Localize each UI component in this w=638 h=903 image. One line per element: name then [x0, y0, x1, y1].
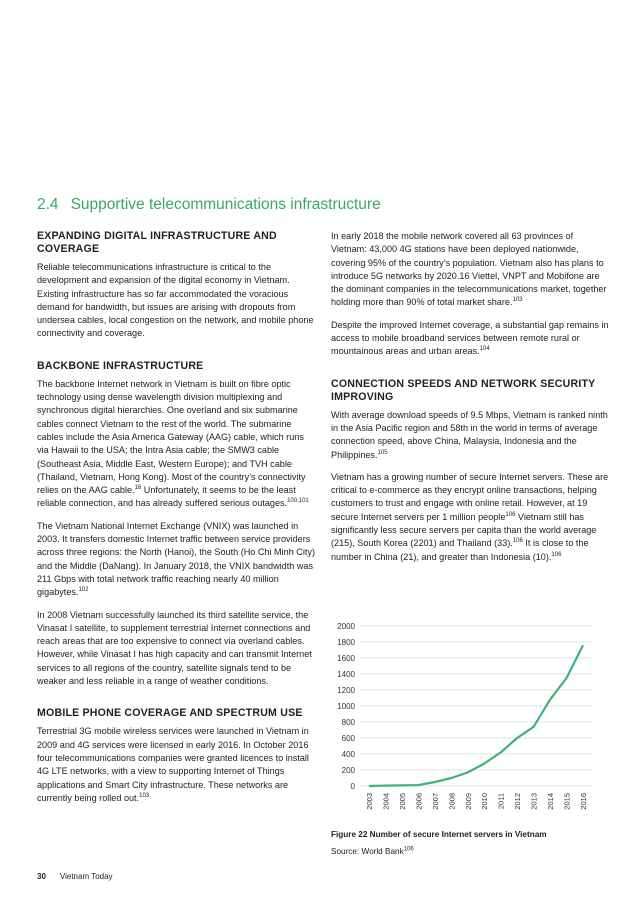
left-column — [37, 230, 315, 814]
paragraph-secure-servers: Vietnam has a growing number of secure Internet servers. These are critical to e-commerce as they encrypt online transactions, helping customers to trust and engage with online retail. However, at 19 secure Internet servers per 1 million people$^{106}$ Vietnam still has significantly less secure servers per capita than the world average (215), South Korea (2201) and Thailand (33).$^{106}$ It is close to the number in China (21), and greater than Indonesia (10).$^{106}$ — [331, 471, 609, 562]
section-title — [37, 196, 381, 214]
x-tick-label: 2014 — [546, 793, 556, 810]
y-tick-label: 400 — [341, 750, 355, 759]
x-tick-label: 2013 — [529, 793, 539, 810]
y-tick-label: 1000 — [337, 702, 355, 711]
paragraph-coverage-gap: Despite the improved Internet coverage, a substantial gap remains in access to mobile broadband services between remote rural or mountainous areas and urban areas.$^{104}$ — [331, 319, 609, 357]
paragraph-backbone: The backbone Internet network in Vietnam is built on fibre optic technology using dense wavelength division multiplexing and synchronous digital hierarchies. One overland and six submarine cables connect Vietnam to the rest of the world. The submarine cables include the Asia America Gateway (AAG) cable, which runs via Hawaii to the USA; the Intra Asia cable; the SMW3 cable (Southeast Asia, Middle East, Western Europe); and TVH cable (Thailand, Vietnam, Hong Kong). Most of the country’s connectivity relies on the AAG cable.$^{16}$ Unfortunately, it seems to be the least reliable connection, and has already suffered serious outages.$^{100,101}$ — [37, 378, 309, 509]
figure-title: Figure 22 Number of secure Internet servers in Vietnam — [331, 830, 547, 839]
paragraph-mobile-network: In early 2018 the mobile network covered all 63 provinces of Vietnam: 43,000 4G stations have been deployed nationwide, covering 95% of the country’s population. Vietnam also has plans to introduce 5G networks by 2020.16 Viettel, VNPT and Mobifone are the dominant companies in the telecommunications market, together holding more than 90% of total market share.$^{103}$ — [331, 231, 607, 308]
page-footer — [37, 872, 113, 881]
section-title-text: Supportive telecommunications infrastructure — [70, 196, 381, 213]
x-tick-label: 2012 — [513, 793, 523, 810]
y-tick-label: 600 — [341, 734, 355, 743]
y-tick-label: 1800 — [337, 638, 355, 647]
heading-connection-speeds: CONNECTION SPEEDS AND NETWORK SECURITY IMPROVING — [331, 377, 596, 403]
x-tick-label: 2015 — [562, 793, 572, 810]
paragraph-vinasat: In 2008 Vietnam successfully launched its third satellite service, the Vinasat I satellite, to supplement terrestrial Internet connections and reach areas that are too expensive to connect via overland cables. However, while Vinasat I has high capacity and can transmit Internet services to all regions of the country, satellite signals tend to be weaker and less reliable in a range of weather conditions. — [37, 609, 312, 687]
y-tick-label: 1400 — [337, 670, 355, 679]
x-tick-label: 2016 — [579, 793, 588, 810]
figure-source: Source: World Bank$^{106}$ — [331, 846, 414, 857]
secure-servers-chart — [331, 618, 601, 818]
heading-expanding-infrastructure: EXPANDING DIGITAL INFRASTRUCTURE AND COVERAGE — [37, 230, 277, 255]
x-tick-label: 2011 — [496, 793, 506, 810]
x-tick-label: 2007 — [430, 793, 440, 810]
x-tick-label: 2008 — [447, 793, 457, 810]
heading-backbone: BACKBONE INFRASTRUCTURE — [37, 359, 204, 372]
x-tick-label: 2006 — [414, 793, 424, 810]
footer-title: Vietnam Today — [59, 872, 113, 881]
y-tick-label: 1200 — [337, 686, 355, 695]
paragraph-expanding: Reliable telecommunications infrastructure is critical to the development and expansion of the digital economy in Vietnam. Existing infrastructure has so far accommodated the voracious demand for bandwidth, but issues are arising with dropouts from undersea cables, local congestion on the network, and mobile phone connectivity and coverage. — [37, 262, 314, 339]
paragraph-mobile: Terrestrial 3G mobile wireless services were launched in Vietnam in 2009 and 4G services were licensed in early 2016. In October 2016 four telecommunications companies were granted licences to install 4G LTE networks, with a view to supporting Internet of Things applications and Smart City infrastructure. These networks are currently being rolled out.$^{103}$ — [37, 726, 309, 803]
y-tick-label: 2000 — [337, 622, 355, 631]
x-tick-label: 2009 — [463, 793, 473, 810]
y-tick-label: 1600 — [337, 654, 355, 663]
section-number: 2.4 — [37, 196, 59, 213]
y-tick-label: 800 — [341, 718, 355, 727]
y-tick-label: 0 — [350, 782, 355, 791]
x-tick-label: 2005 — [397, 793, 407, 810]
page-number: 30 — [37, 872, 46, 881]
paragraph-vnix: The Vietnam National Internet Exchange (VNIX) was launched in 2003. It transfers domestic Internet traffic between service providers across three regions: the North (Hanoi), the South (Ho Chi Minh City) and the Middle (DaNang). In January 2018, the VNIX bandwidth was 211 Gbps with total network traffic reaching nearly 40 million gigabytes.$^{102}$ — [37, 520, 315, 598]
heading-mobile-coverage: MOBILE PHONE COVERAGE AND SPECTRUM USE — [37, 707, 303, 720]
x-tick-label: 2010 — [480, 793, 490, 810]
series-line — [369, 645, 583, 786]
right-column — [331, 230, 611, 573]
y-tick-label: 200 — [341, 766, 355, 775]
figure-caption — [331, 828, 611, 859]
x-tick-label: 2004 — [381, 793, 391, 810]
paragraph-speeds: With average download speeds of 9.5 Mbps, Vietnam is ranked ninth in the Asia Pacific region and 58th in the world in terms of average connection speed, above China, Malaysia, Indonesia and the Philippines.$^{105}$ — [331, 409, 608, 460]
x-tick-label: 2003 — [365, 793, 374, 810]
